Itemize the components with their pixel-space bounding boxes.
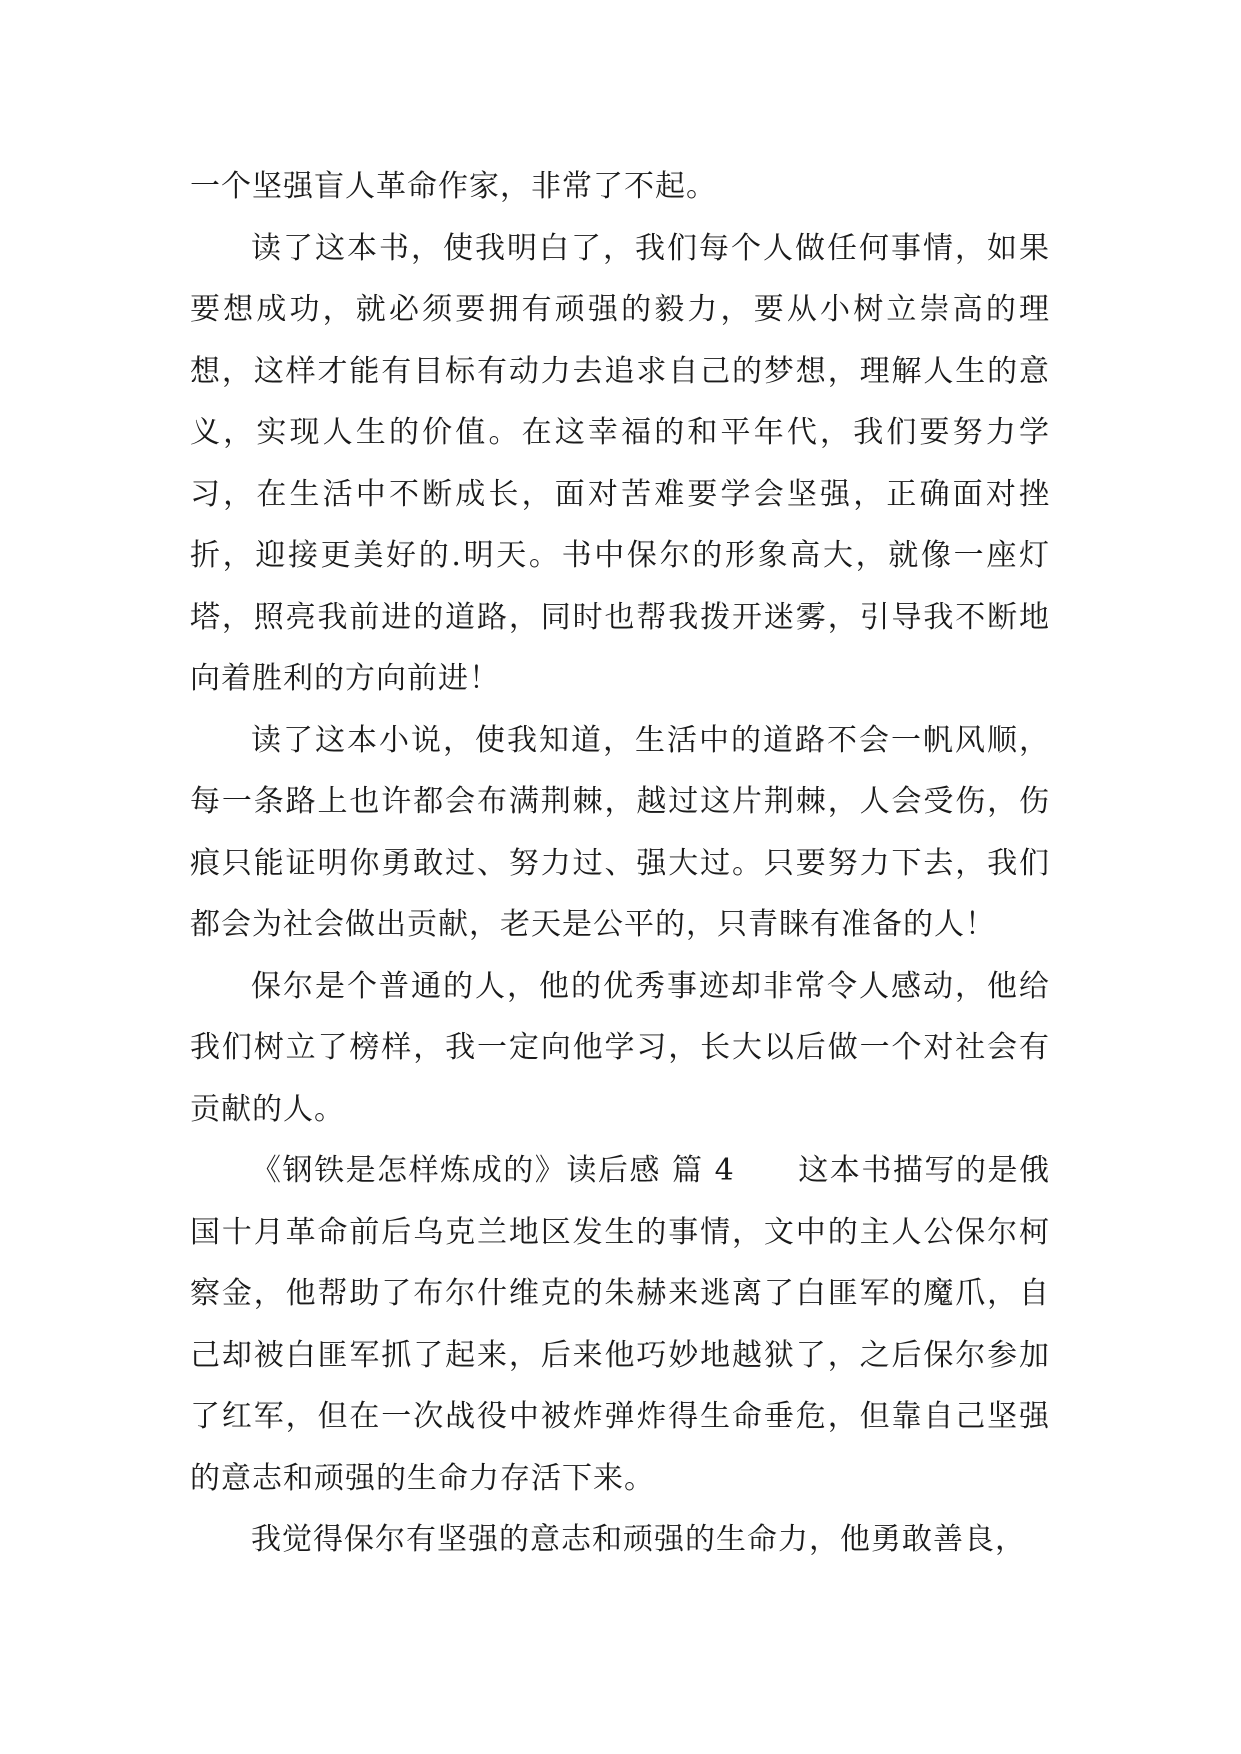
document-body bbox=[190, 156, 1050, 1571]
paragraph-4: 保尔是个普通的人，他的优秀事迹却非常令人感动，他给我们树立了榜样，我一定向他学习，长大以后做一个对社会有贡献的人。 bbox=[190, 968, 1050, 1127]
paragraph-2: 读了这本书，使我明白了，我们每个人做任何事情，如果要想成功，就必须要拥有顽强的毅力，要从小树立崇高的理想，这样才能有目标有动力去追求自己的梦想，理解人生的意义，实现人生的价值。在这幸福的和平年代，我们要努力学习，在生活中不断成长，面对苦难要学会坚强，正确面对挫折，迎接更美好的.明天。书中保尔的形象高大，就像一座灯塔，照亮我前进的道路，同时也帮我拨开迷雾，引导我不断地向着胜利的方向前进！ bbox=[190, 230, 1050, 696]
paragraph-3: 读了这本小说，使我知道，生活中的道路不会一帆风顺，每一条路上也许都会布满荆棘，越过这片荆棘，人会受伤，伤痕只能证明你勇敢过、努力过、强大过。只要努力下去，我们都会为社会做出贡献，老天是公平的，只青睐有准备的人！ bbox=[190, 722, 1050, 942]
paragraph-6: 我觉得保尔有坚强的意志和顽强的生命力，他勇敢善良， bbox=[251, 1522, 1026, 1557]
paragraph-5: 《钢铁是怎样炼成的》读后感 篇 4 这本书描写的是俄国十月革命前后乌克兰地区发生的事情，文中的主人公保尔柯察金，他帮助了布尔什维克的朱赫来逃离了白匪军的魔爪，自己却被白匪军抓了起来，后来他巧妙地越狱了，之后保尔参加了红军，但在一次战役中被炸弹炸得生命垂危，但靠自己坚强的意志和顽强的生命力存活下来。 bbox=[190, 1153, 1050, 1496]
paragraph-1: 一个坚强盲人革命作家，非常了不起。 bbox=[190, 169, 717, 204]
